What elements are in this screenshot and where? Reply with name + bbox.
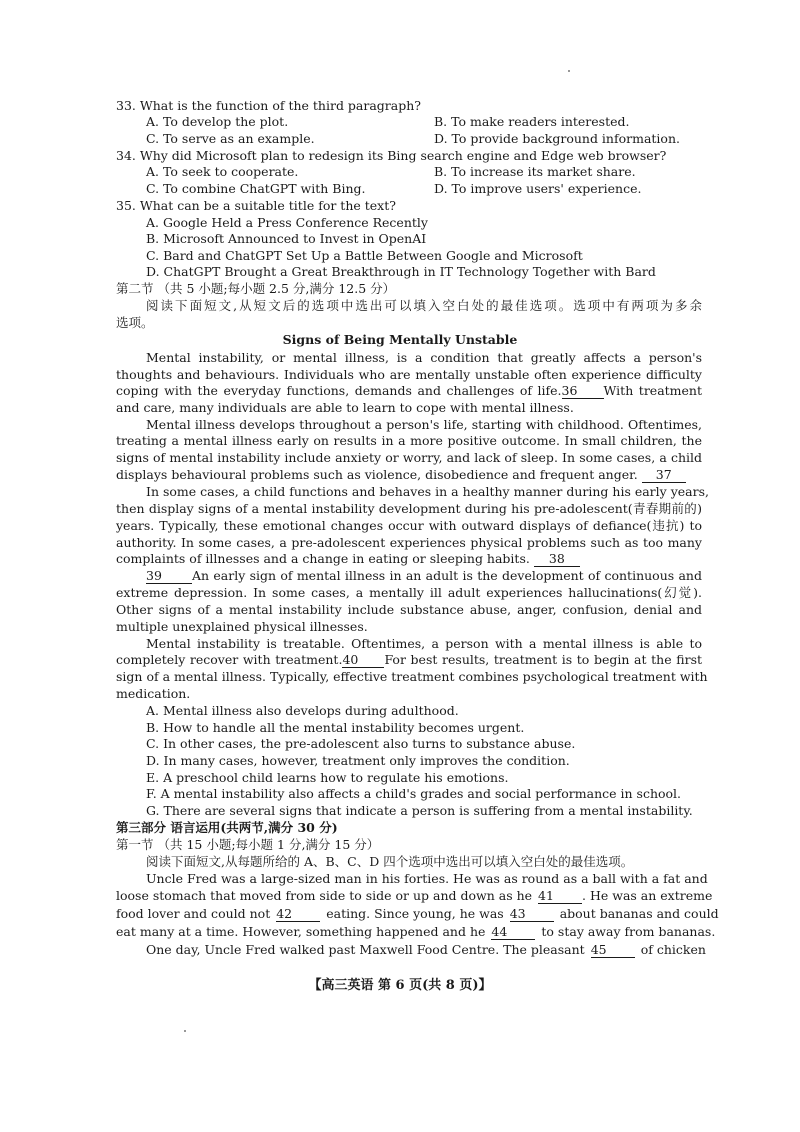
passage-line: then display signs of a mental instability development during his pre-adolescent(青春期前的) (116, 501, 702, 516)
scan-speck (184, 1030, 186, 1032)
passage-line: coping with the everyday functions, demands and challenges of life.36 With treatment (116, 383, 702, 398)
part3-section1-header: 第一节 （共 15 小题;每小题 1 分,满分 15 分） (116, 837, 380, 852)
q35-option-d: D. ChatGPT Brought a Great Breakthrough in IT Technology Together with Bard (146, 264, 656, 279)
q35-option-b: B. Microsoft Announced to Invest in OpenAI (146, 231, 427, 246)
q33-option-c: C. To serve as an example. (146, 131, 315, 146)
cloze-line: eat many at a time. However, something happened and he 44 to stay away from bananas. (116, 924, 716, 939)
option-c: C. In other cases, the pre-adolescent also turns to substance abuse. (146, 736, 576, 751)
part3-instructions: 阅读下面短文,从每题所给的 A、B、C、D 四个选项中选出可以填入空白处的最佳选项。 (146, 854, 634, 869)
q35-option-a: A. Google Held a Press Conference Recently (146, 215, 428, 230)
passage-title: Signs of Being Mentally Unstable (282, 332, 518, 347)
blank-44[interactable]: 44 (491, 925, 535, 940)
passage-line: complaints of illnesses and a change in eating or sleeping habits. 38 (116, 551, 580, 567)
section2-instructions: 阅读下面短文,从短文后的选项中选出可以填入空白处的最佳选项。选项中有两项为多余 (146, 298, 702, 313)
q34-option-c: C. To combine ChatGPT with Bing. (146, 181, 366, 196)
blank-43[interactable]: 43 (510, 907, 554, 922)
q33-option-b: B. To make readers interested. (434, 114, 630, 129)
blank-41[interactable]: 41 (538, 889, 582, 904)
passage-line: Mental instability, or mental illness, is a condition that greatly affects a person's (146, 350, 702, 365)
blank-40[interactable]: 40 (342, 653, 384, 668)
page-footer: 【高三英语 第 6 页(共 8 页)】 (308, 978, 492, 993)
blank-39[interactable]: 39 (146, 569, 192, 584)
passage-line: multiple unexplained physical illnesses. (116, 619, 368, 634)
passage-line: and care, many individuals are able to learn to cope with mental illness. (116, 400, 574, 415)
option-g: G. There are several signs that indicate a person is suffering from a mental instability. (146, 803, 693, 818)
part3-header: 第三部分 语言运用(共两节,满分 30 分) (116, 820, 338, 835)
blank-42[interactable]: 42 (276, 907, 320, 922)
passage-line: medication. (116, 686, 191, 701)
blank-45[interactable]: 45 (591, 943, 635, 958)
passage-line: Other signs of a mental instability include substance abuse, anger, confusion, denial and (116, 602, 702, 617)
passage-line: thoughts and behaviours. Individuals who are mentally unstable often experience difficulty (116, 367, 702, 382)
option-a: A. Mental illness also develops during adulthood. (146, 703, 459, 718)
passage-line: completely recover with treatment.40 For best results, treatment is to begin at the first (116, 652, 703, 667)
passage-line: years. Typically, these emotional changes occur with outward displays of defiance(违抗) to (116, 518, 702, 533)
scan-speck (568, 70, 570, 72)
passage-line: treating a mental illness early on results in a more positive outcome. In small children, the (116, 433, 702, 448)
cloze-line: loose stomach that moved from side to side or up and down as he 41 . He was an extreme (116, 888, 713, 903)
blank-37[interactable]: 37 (642, 468, 686, 483)
q34-option-d: D. To improve users' experience. (434, 181, 642, 196)
q33-option-a: A. To develop the plot. (146, 114, 289, 129)
passage-line: In some cases, a child functions and behaves in a healthy manner during his early years, (146, 484, 709, 499)
cloze-line: One day, Uncle Fred walked past Maxwell Food Centre. The pleasant 45 of chicken (146, 942, 706, 957)
cloze-line: food lover and could not 42 eating. Since young, he was 43 about bananas and could (116, 906, 719, 921)
option-e: E. A preschool child learns how to regulate his emotions. (146, 770, 509, 785)
q33-option-d: D. To provide background information. (434, 131, 680, 146)
q35-option-c: C. Bard and ChatGPT Set Up a Battle Between Google and Microsoft (146, 248, 583, 263)
passage-line: displays behavioural problems such as violence, disobedience and frequent anger. 37 (116, 467, 686, 483)
passage-line: Mental illness develops throughout a person's life, starting with childhood. Oftentimes, (146, 417, 702, 432)
passage-line: extreme depression. In some cases, a mentally ill adult experiences hallucinations(幻觉). (116, 585, 702, 600)
passage-line: authority. In some cases, a pre-adolescent experiences physical problems such as too many (116, 535, 702, 550)
passage-line: sign of a mental illness. Typically, effective treatment combines psychological treatment with (116, 669, 708, 684)
passage-line: 39 An early sign of mental illness in an adult is the development of continuous and (146, 568, 702, 583)
section2-instructions-cont: 选项。 (116, 315, 154, 330)
q34-option-a: A. To seek to cooperate. (146, 164, 299, 179)
option-b: B. How to handle all the mental instability becomes urgent. (146, 720, 525, 735)
q34-option-b: B. To increase its market share. (434, 164, 636, 179)
option-f: F. A mental instability also affects a child's grades and social performance in school. (146, 786, 682, 801)
q33-stem: 33. What is the function of the third paragraph? (116, 98, 421, 113)
section2-header: 第二节 （共 5 小题;每小题 2.5 分,满分 12.5 分） (116, 281, 396, 296)
cloze-line: Uncle Fred was a large-sized man in his forties. He was as round as a ball with a fat and (146, 871, 708, 886)
blank-38[interactable]: 38 (534, 552, 580, 567)
passage-line: signs of mental instability include anxiety or worry, and lack of sleep. In some cases, a child (116, 450, 702, 465)
passage-line: Mental instability is treatable. Oftentimes, a person with a mental illness is able to (146, 636, 702, 651)
option-d: D. In many cases, however, treatment only improves the condition. (146, 753, 570, 768)
q35-stem: 35. What can be a suitable title for the text? (116, 198, 396, 213)
q34-stem: 34. Why did Microsoft plan to redesign its Bing search engine and Edge web browser? (116, 148, 667, 163)
blank-36[interactable]: 36 (562, 384, 604, 399)
